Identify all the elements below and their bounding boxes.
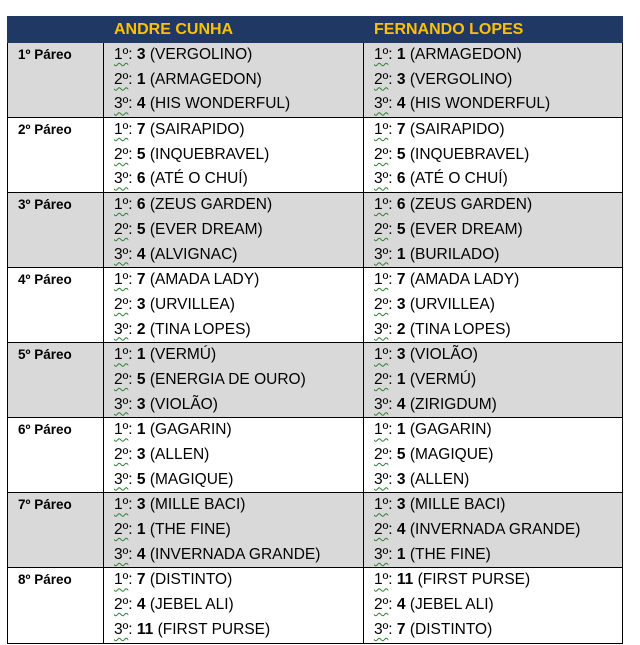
pick-position: 2º bbox=[114, 521, 129, 539]
pick-position: 2º bbox=[374, 521, 389, 539]
pick-horse: (MILLE BACI) bbox=[409, 496, 506, 514]
pick-horse: (HIS WONDERFUL) bbox=[409, 95, 551, 113]
pick-position: 3º bbox=[114, 320, 129, 338]
pick-number: 1 bbox=[396, 545, 406, 563]
picks-table bbox=[7, 16, 623, 644]
pick-number: 3 bbox=[136, 496, 146, 514]
pick-position: 1º bbox=[374, 571, 389, 589]
pick-position: 2º bbox=[374, 70, 389, 88]
pick-line: 1º: 3 (MILLE BACI) bbox=[374, 496, 506, 514]
pick-line: 1º: 3 (MILLE BACI) bbox=[114, 496, 246, 514]
andre-picks-cell bbox=[104, 268, 364, 343]
pick-number: 4 bbox=[396, 395, 406, 413]
header-row bbox=[8, 17, 623, 43]
pick-number: 6 bbox=[396, 170, 406, 188]
pick-horse: (DISTINTO) bbox=[149, 571, 233, 589]
race-row bbox=[8, 118, 623, 193]
pick-number: 5 bbox=[136, 370, 146, 388]
pick-number: 3 bbox=[396, 470, 406, 488]
pick-line: 1º: 1 (GAGARIN) bbox=[374, 421, 492, 439]
pick-line: 2º: 5 (MAGIQUE) bbox=[374, 446, 494, 463]
pick-number: 3 bbox=[396, 496, 406, 514]
pick-number: 4 bbox=[136, 245, 146, 263]
pick-position: 3º bbox=[114, 95, 129, 113]
pick-position: 1º bbox=[114, 196, 129, 214]
pick-position: 3º bbox=[374, 620, 389, 638]
pick-horse: (MILLE BACI) bbox=[149, 496, 246, 514]
pick-horse: (VERMÚ) bbox=[149, 346, 217, 364]
race-row bbox=[8, 43, 623, 118]
pick-position: 3º bbox=[374, 95, 389, 113]
pick-line: 3º: 1 (THE FINE) bbox=[374, 545, 491, 563]
pick-horse: (ENERGIA DE OURO) bbox=[149, 370, 306, 388]
pick-horse: (ALLEN) bbox=[149, 446, 210, 463]
pick-position: 3º bbox=[114, 245, 129, 263]
pick-horse: (ARMAGEDON) bbox=[149, 70, 262, 88]
race-label: 3º Páreo bbox=[8, 193, 104, 268]
pick-line: 3º: 4 (INVERNADA GRANDE) bbox=[114, 545, 321, 563]
pick-line: 1º: 1 (ARMAGEDON) bbox=[374, 46, 522, 63]
pick-position: 1º bbox=[114, 421, 129, 439]
pick-position: 3º bbox=[114, 170, 129, 188]
pick-horse: (EVER DREAM) bbox=[409, 220, 523, 238]
pick-line: 1º: 3 (VIOLÃO) bbox=[374, 346, 478, 364]
pick-line: 2º: 4 (INVERNADA GRANDE) bbox=[374, 521, 581, 539]
header-fernando-lopes: FERNANDO LOPES bbox=[364, 17, 623, 43]
pick-position: 1º bbox=[114, 346, 129, 364]
pick-horse: (URVILLEA) bbox=[409, 295, 495, 313]
pick-line: 2º: 5 (EVER DREAM) bbox=[374, 220, 523, 238]
pick-number: 1 bbox=[396, 370, 406, 388]
pick-number: 6 bbox=[136, 196, 146, 214]
pick-horse: (EVER DREAM) bbox=[149, 220, 263, 238]
pick-horse: (JEBEL ALI) bbox=[149, 596, 234, 614]
pick-line: 3º: 4 (HIS WONDERFUL) bbox=[114, 95, 291, 113]
pick-line: 1º: 6 (ZEUS GARDEN) bbox=[114, 196, 273, 214]
header-andre-cunha: ANDRE CUNHA bbox=[104, 17, 364, 43]
fernando-picks-cell bbox=[364, 268, 623, 343]
pick-line: 1º: 7 (AMADA LADY) bbox=[114, 271, 260, 289]
pick-number: 5 bbox=[136, 145, 146, 163]
pick-position: 2º bbox=[374, 596, 389, 614]
pick-position: 2º bbox=[114, 596, 129, 614]
pick-line: 2º: 5 (INQUEBRAVEL) bbox=[374, 145, 530, 163]
pick-number: 1 bbox=[136, 346, 146, 364]
pick-line: 3º: 3 (VIOLÃO) bbox=[114, 395, 218, 413]
pick-horse: (MAGIQUE) bbox=[149, 470, 234, 488]
pick-line: 3º: 6 (ATÉ O CHUÍ) bbox=[374, 170, 508, 188]
pick-horse: (GAGARIN) bbox=[409, 421, 492, 439]
pick-horse: (JEBEL ALI) bbox=[409, 596, 494, 614]
pick-number: 1 bbox=[136, 521, 146, 539]
pick-line: 1º: 7 (SAIRAPIDO) bbox=[374, 121, 505, 139]
pick-number: 2 bbox=[136, 320, 146, 338]
race-row bbox=[8, 268, 623, 343]
pick-horse: (ARMAGEDON) bbox=[409, 46, 522, 63]
pick-position: 2º bbox=[374, 220, 389, 238]
pick-line: 1º: 1 (GAGARIN) bbox=[114, 421, 232, 439]
pick-position: 1º bbox=[114, 571, 129, 589]
pick-line: 2º: 3 (ALLEN) bbox=[114, 446, 210, 463]
pick-number: 5 bbox=[396, 446, 406, 463]
pick-horse: (INVERNADA GRANDE) bbox=[409, 521, 581, 539]
pick-position: 1º bbox=[374, 496, 389, 514]
pick-number: 6 bbox=[136, 170, 146, 188]
pick-horse: (BURILADO) bbox=[409, 245, 500, 263]
pick-position: 3º bbox=[374, 245, 389, 263]
fernando-picks-cell bbox=[364, 343, 623, 418]
pick-horse: (ATÉ O CHUÍ) bbox=[409, 170, 508, 188]
pick-horse: (ZIRIGDUM) bbox=[409, 395, 497, 413]
pick-line: 2º: 1 (VERMÚ) bbox=[374, 370, 477, 388]
pick-position: 1º bbox=[374, 421, 389, 439]
pick-horse: (ZEUS GARDEN) bbox=[149, 196, 273, 214]
pick-line: 2º: 5 (INQUEBRAVEL) bbox=[114, 145, 270, 163]
fernando-picks-cell bbox=[364, 493, 623, 568]
pick-number: 4 bbox=[136, 545, 146, 563]
pick-number: 11 bbox=[396, 571, 414, 589]
race-row bbox=[8, 568, 623, 643]
fernando-picks-cell bbox=[364, 43, 623, 118]
pick-position: 1º bbox=[374, 271, 389, 289]
pick-horse: (VERGOLINO) bbox=[409, 70, 513, 88]
pick-number: 4 bbox=[136, 596, 146, 614]
pick-horse: (DISTINTO) bbox=[409, 620, 493, 638]
pick-position: 3º bbox=[374, 320, 389, 338]
pick-line: 3º: 1 (BURILADO) bbox=[374, 245, 500, 263]
pick-line: 3º: 5 (MAGIQUE) bbox=[114, 470, 234, 488]
pick-horse: (GAGARIN) bbox=[149, 421, 232, 439]
pick-horse: (ALLEN) bbox=[409, 470, 470, 488]
pick-line: 1º: 1 (VERMÚ) bbox=[114, 346, 217, 364]
pick-number: 7 bbox=[136, 121, 146, 139]
pick-horse: (HIS WONDERFUL) bbox=[149, 95, 291, 113]
pick-line: 1º: 7 (DISTINTO) bbox=[114, 571, 233, 589]
race-row bbox=[8, 493, 623, 568]
pick-horse: (TINA LOPES) bbox=[149, 320, 251, 338]
race-label: 4º Páreo bbox=[8, 268, 104, 343]
pick-horse: (SAIRAPIDO) bbox=[409, 121, 505, 139]
race-label: 2º Páreo bbox=[8, 118, 104, 193]
pick-line: 2º: 1 (THE FINE) bbox=[114, 521, 231, 539]
pick-line: 2º: 4 (JEBEL ALI) bbox=[374, 596, 494, 614]
pick-line: 2º: 3 (URVILLEA) bbox=[374, 295, 495, 313]
race-rows bbox=[8, 43, 623, 644]
pick-line: 3º: 7 (DISTINTO) bbox=[374, 620, 493, 638]
pick-position: 2º bbox=[374, 370, 389, 388]
pick-line: 3º: 3 (ALLEN) bbox=[374, 470, 470, 488]
pick-line: 3º: 4 (ALVIGNAC) bbox=[114, 245, 238, 263]
race-row bbox=[8, 418, 623, 493]
pick-position: 1º bbox=[114, 46, 129, 63]
pick-position: 3º bbox=[114, 620, 129, 638]
pick-number: 3 bbox=[136, 395, 146, 413]
pick-line: 1º: 3 (VERGOLINO) bbox=[114, 46, 253, 63]
andre-picks-cell bbox=[104, 343, 364, 418]
fernando-picks-cell bbox=[364, 568, 623, 643]
pick-number: 5 bbox=[396, 145, 406, 163]
fernando-picks-cell bbox=[364, 193, 623, 268]
pick-line: 1º: 6 (ZEUS GARDEN) bbox=[374, 196, 533, 214]
pick-position: 2º bbox=[114, 145, 129, 163]
pick-position: 2º bbox=[114, 220, 129, 238]
pick-number: 3 bbox=[136, 446, 146, 463]
pick-horse: (MAGIQUE) bbox=[409, 446, 494, 463]
pick-position: 2º bbox=[114, 370, 129, 388]
pick-position: 1º bbox=[374, 346, 389, 364]
pick-number: 4 bbox=[396, 521, 406, 539]
pick-position: 2º bbox=[114, 70, 129, 88]
race-row bbox=[8, 343, 623, 418]
pick-number: 1 bbox=[136, 70, 146, 88]
pick-line: 3º: 4 (HIS WONDERFUL) bbox=[374, 95, 551, 113]
pick-position: 1º bbox=[114, 121, 129, 139]
andre-picks-cell bbox=[104, 43, 364, 118]
pick-horse: (FIRST PURSE) bbox=[157, 620, 271, 638]
pick-number: 1 bbox=[396, 46, 406, 63]
pick-horse: (VERGOLINO) bbox=[149, 46, 253, 63]
pick-position: 1º bbox=[374, 46, 389, 63]
pick-line: 2º: 5 (EVER DREAM) bbox=[114, 220, 263, 238]
pick-number: 3 bbox=[396, 70, 406, 88]
pick-position: 3º bbox=[114, 395, 129, 413]
pick-line: 2º: 4 (JEBEL ALI) bbox=[114, 596, 234, 614]
pick-horse: (INQUEBRAVEL) bbox=[409, 145, 530, 163]
pick-line: 3º: 2 (TINA LOPES) bbox=[114, 320, 251, 338]
pick-number: 3 bbox=[396, 346, 406, 364]
pick-position: 2º bbox=[374, 446, 389, 463]
andre-picks-cell bbox=[104, 118, 364, 193]
pick-line: 2º: 3 (URVILLEA) bbox=[114, 295, 235, 313]
fernando-picks-cell bbox=[364, 418, 623, 493]
pick-horse: (ATÉ O CHUÍ) bbox=[149, 170, 248, 188]
pick-position: 1º bbox=[114, 271, 129, 289]
pick-number: 3 bbox=[136, 295, 146, 313]
pick-number: 3 bbox=[396, 295, 406, 313]
pick-number: 1 bbox=[396, 421, 406, 439]
pick-line: 3º: 4 (ZIRIGDUM) bbox=[374, 395, 497, 413]
pick-line: 1º: 11 (FIRST PURSE) bbox=[374, 571, 531, 589]
pick-line: 3º: 6 (ATÉ O CHUÍ) bbox=[114, 170, 248, 188]
pick-line: 3º: 2 (TINA LOPES) bbox=[374, 320, 511, 338]
pick-position: 2º bbox=[114, 295, 129, 313]
pick-number: 11 bbox=[136, 620, 154, 638]
race-row bbox=[8, 193, 623, 268]
pick-horse: (INQUEBRAVEL) bbox=[149, 145, 270, 163]
pick-horse: (ZEUS GARDEN) bbox=[409, 196, 533, 214]
pick-number: 4 bbox=[396, 95, 406, 113]
pick-number: 4 bbox=[136, 95, 146, 113]
pick-position: 3º bbox=[374, 470, 389, 488]
pick-position: 1º bbox=[114, 496, 129, 514]
pick-number: 5 bbox=[136, 220, 146, 238]
andre-picks-cell bbox=[104, 418, 364, 493]
pick-horse: (VIOLÃO) bbox=[149, 395, 218, 413]
header-race bbox=[8, 17, 104, 43]
pick-horse: (THE FINE) bbox=[409, 545, 491, 563]
pick-horse: (URVILLEA) bbox=[149, 295, 235, 313]
pick-number: 7 bbox=[136, 571, 146, 589]
pick-line: 3º: 11 (FIRST PURSE) bbox=[114, 620, 271, 638]
pick-number: 1 bbox=[136, 421, 146, 439]
pick-position: 2º bbox=[114, 446, 129, 463]
pick-position: 3º bbox=[374, 170, 389, 188]
andre-picks-cell bbox=[104, 568, 364, 643]
pick-horse: (AMADA LADY) bbox=[409, 271, 520, 289]
pick-number: 7 bbox=[136, 271, 146, 289]
pick-number: 5 bbox=[136, 470, 146, 488]
pick-horse: (FIRST PURSE) bbox=[417, 571, 531, 589]
pick-line: 2º: 3 (VERGOLINO) bbox=[374, 70, 513, 88]
pick-line: 2º: 5 (ENERGIA DE OURO) bbox=[114, 370, 306, 388]
pick-horse: (SAIRAPIDO) bbox=[149, 121, 245, 139]
pick-number: 3 bbox=[136, 46, 146, 63]
race-label: 5º Páreo bbox=[8, 343, 104, 418]
race-label: 6º Páreo bbox=[8, 418, 104, 493]
pick-horse: (THE FINE) bbox=[149, 521, 231, 539]
pick-horse: (INVERNADA GRANDE) bbox=[149, 545, 321, 563]
pick-horse: (VERMÚ) bbox=[409, 370, 477, 388]
pick-position: 3º bbox=[374, 545, 389, 563]
pick-horse: (TINA LOPES) bbox=[409, 320, 511, 338]
pick-number: 1 bbox=[396, 245, 406, 263]
race-label: 8º Páreo bbox=[8, 568, 104, 643]
pick-line: 1º: 7 (AMADA LADY) bbox=[374, 271, 520, 289]
pick-position: 2º bbox=[374, 295, 389, 313]
pick-horse: (AMADA LADY) bbox=[149, 271, 260, 289]
fernando-picks-cell bbox=[364, 118, 623, 193]
pick-number: 5 bbox=[396, 220, 406, 238]
pick-horse: (VIOLÃO) bbox=[409, 346, 478, 364]
andre-picks-cell bbox=[104, 493, 364, 568]
andre-picks-cell bbox=[104, 193, 364, 268]
pick-number: 2 bbox=[396, 320, 406, 338]
pick-position: 3º bbox=[114, 545, 129, 563]
pick-number: 7 bbox=[396, 271, 406, 289]
pick-position: 1º bbox=[374, 121, 389, 139]
race-label: 1º Páreo bbox=[8, 43, 104, 118]
pick-number: 7 bbox=[396, 121, 406, 139]
pick-number: 7 bbox=[396, 620, 406, 638]
pick-position: 1º bbox=[374, 196, 389, 214]
pick-position: 3º bbox=[114, 470, 129, 488]
pick-position: 2º bbox=[374, 145, 389, 163]
pick-horse: (ALVIGNAC) bbox=[149, 245, 238, 263]
pick-number: 6 bbox=[396, 196, 406, 214]
pick-number: 4 bbox=[396, 596, 406, 614]
pick-position: 3º bbox=[374, 395, 389, 413]
pick-line: 2º: 1 (ARMAGEDON) bbox=[114, 70, 262, 88]
pick-line: 1º: 7 (SAIRAPIDO) bbox=[114, 121, 245, 139]
race-label: 7º Páreo bbox=[8, 493, 104, 568]
